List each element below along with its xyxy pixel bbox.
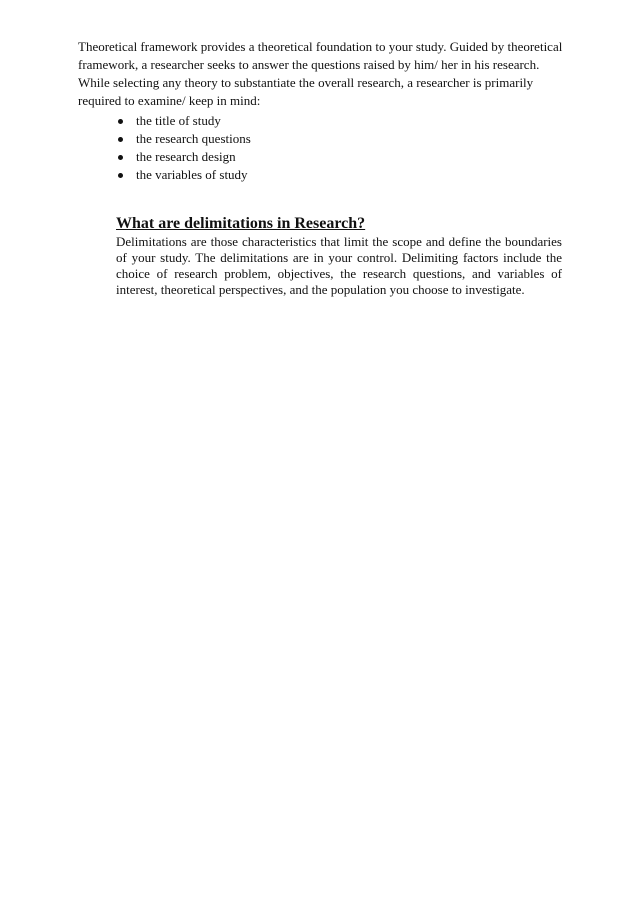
bullet-icon bbox=[118, 173, 123, 178]
paragraph-line: Delimitations are those characteristics that limit the scope and define the boundaries bbox=[116, 234, 562, 249]
paragraph-line: interest, theoretical perspectives, and the population you choose to investigate. bbox=[116, 282, 525, 297]
delimitations-paragraph bbox=[116, 234, 562, 298]
intro-line: While selecting any theory to substantiate the overall research, a researcher is primarily bbox=[78, 75, 534, 90]
list-item-text: the title of study bbox=[136, 113, 221, 128]
list-item bbox=[116, 148, 251, 166]
bullet-list bbox=[116, 112, 251, 184]
paragraph-line: of your study. The delimitations are in your control. Delimiting factors include the bbox=[116, 250, 562, 265]
list-item bbox=[116, 112, 251, 130]
intro-line: framework, a researcher seeks to answer the questions raised by him/ her in his research. bbox=[78, 57, 540, 72]
section-heading: What are delimitations in Research? bbox=[116, 215, 366, 232]
intro-line: Theoretical framework provides a theoretical foundation to your study. Guided by theoretical bbox=[78, 39, 563, 54]
list-item bbox=[116, 130, 251, 148]
list-item-text: the research questions bbox=[136, 131, 251, 146]
list-item-text: the research design bbox=[136, 149, 236, 164]
intro-line: required to examine/ keep in mind: bbox=[78, 93, 261, 108]
list-item-text: the variables of study bbox=[136, 167, 248, 182]
bullet-icon bbox=[118, 119, 123, 124]
bullet-icon bbox=[118, 137, 123, 142]
bullet-icon bbox=[118, 155, 123, 160]
paragraph-line: choice of research problem, objectives, the research questions, and variables of bbox=[116, 266, 562, 281]
intro-paragraph bbox=[78, 38, 568, 110]
list-item bbox=[116, 166, 251, 184]
